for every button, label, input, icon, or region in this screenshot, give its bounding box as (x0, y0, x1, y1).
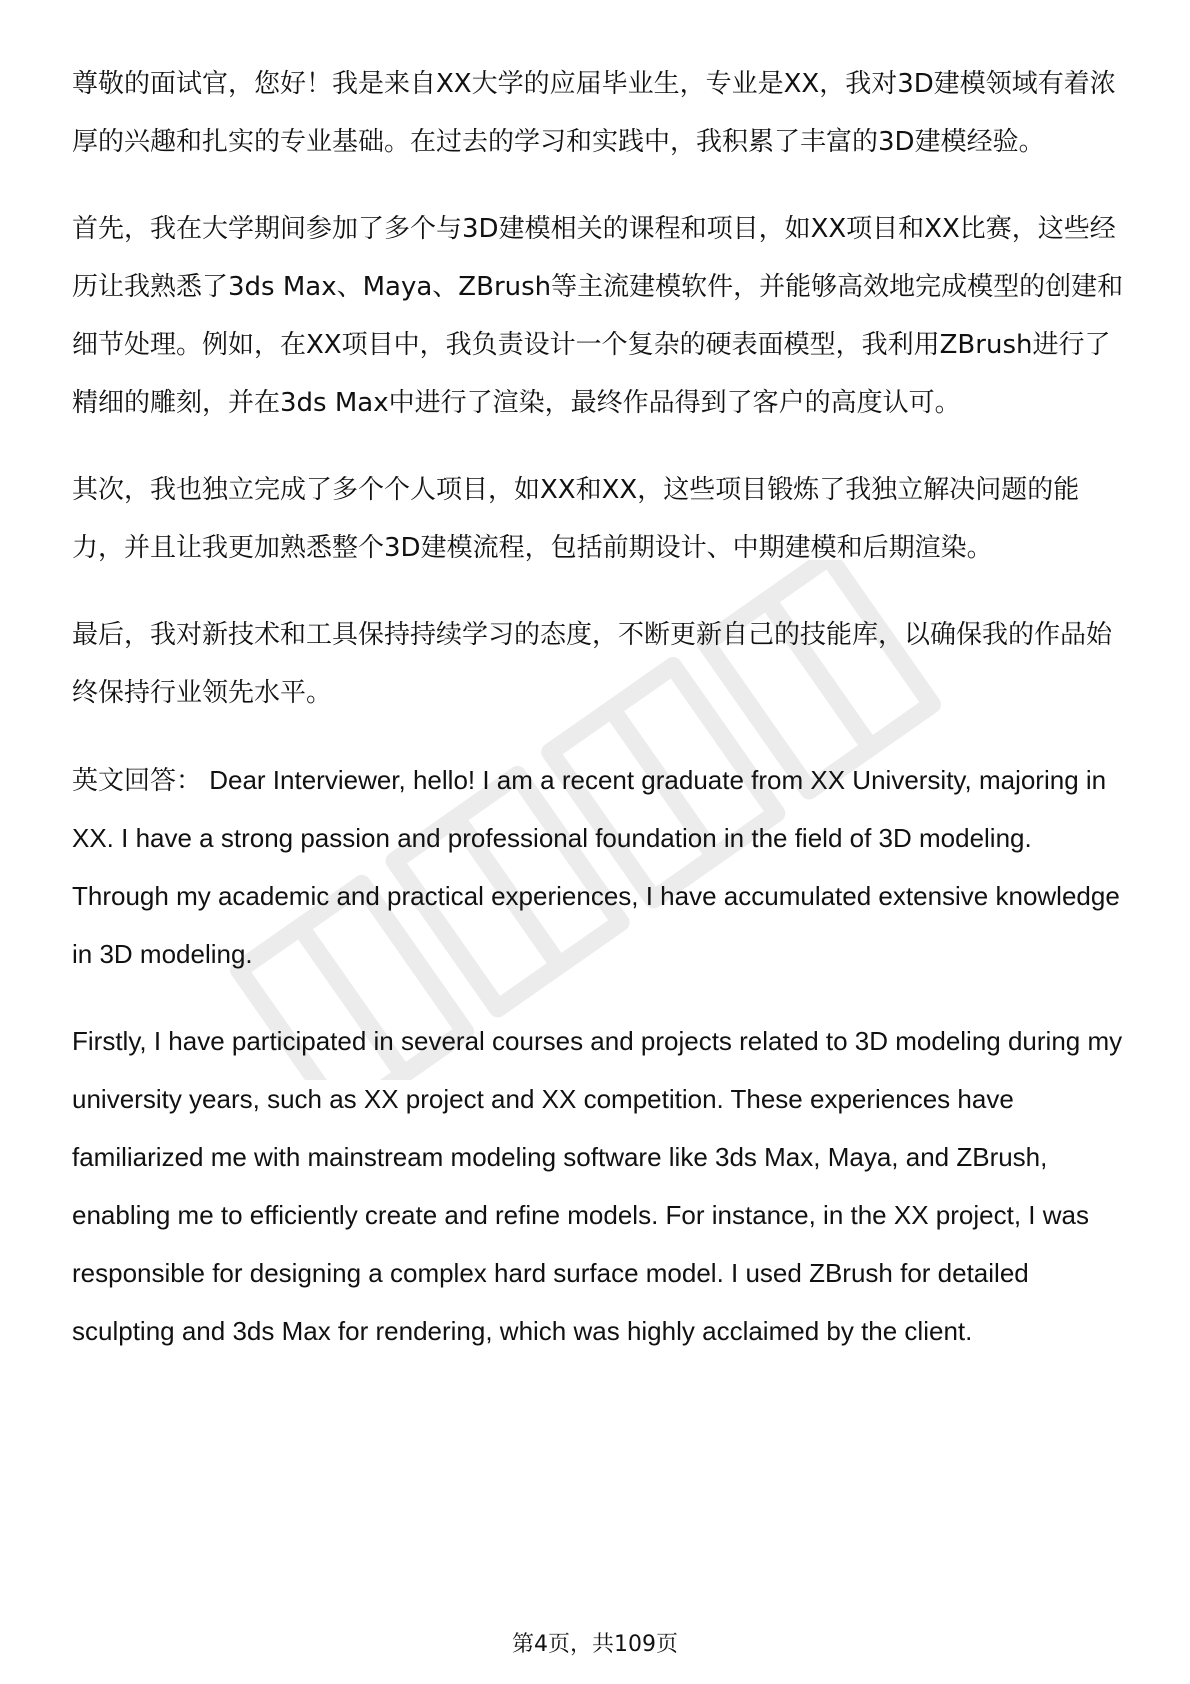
paragraph-zh-first: 首先，我在大学期间参加了多个与3D建模相关的课程和项目，如XX项目和XX比赛，这些经历让我熟悉了3ds Max、Maya、ZBrush等主流建模软件，并能够高效地完成模型的创建和细节处理。例如，在XX项目中，我负责设计一个复杂的硬表面模型，我利用ZBrush进行了精细的雕刻，并在3ds Max中进行了渲染，最终作品得到了客户的高度认可。 (72, 214, 1124, 418)
paragraph-en-intro: 英文回答： Dear Interviewer, hello! I am a recent graduate from XX University, majoring in XX. I have a strong passion and professional foundation in the field of 3D modeling. Through my academic and practical experiences, I have accumulated extensive knowledge in 3D modeling. (72, 765, 1120, 969)
paragraph-en-first: Firstly, I have participated in several courses and projects related to 3D modeling during my university years, such as XX project and XX competition. These experiences have familiarized me with mainstream modeling software like 3ds Max, Maya, and ZBrush, enabling me to efficiently create and refine models. For instance, in the XX project, I was responsible for designing a complex hard surface model. I used ZBrush for detailed sculpting and 3ds Max for rendering, which was highly acclaimed by the client. (72, 1026, 1123, 1346)
paragraph-zh-intro: 尊敬的面试官，您好！我是来自XX大学的应届毕业生，专业是XX，我对3D建模领域有着浓厚的兴趣和扎实的专业基础。在过去的学习和实践中，我积累了丰富的3D建模经验。 (72, 69, 1116, 157)
page-number-footer: 第4页，共109页 (512, 1632, 678, 1657)
paragraph-zh-second: 其次，我也独立完成了多个个人项目，如XX和XX，这些项目锻炼了我独立解决问题的能力，并且让我更加熟悉整个3D建模流程，包括前期设计、中期建模和后期渲染。 (72, 475, 1080, 563)
paragraph-zh-last: 最后，我对新技术和工具保持持续学习的态度，不断更新自己的技能库，以确保我的作品始终保持行业领先水平。 (72, 620, 1113, 708)
document-body (72, 55, 1128, 1389)
